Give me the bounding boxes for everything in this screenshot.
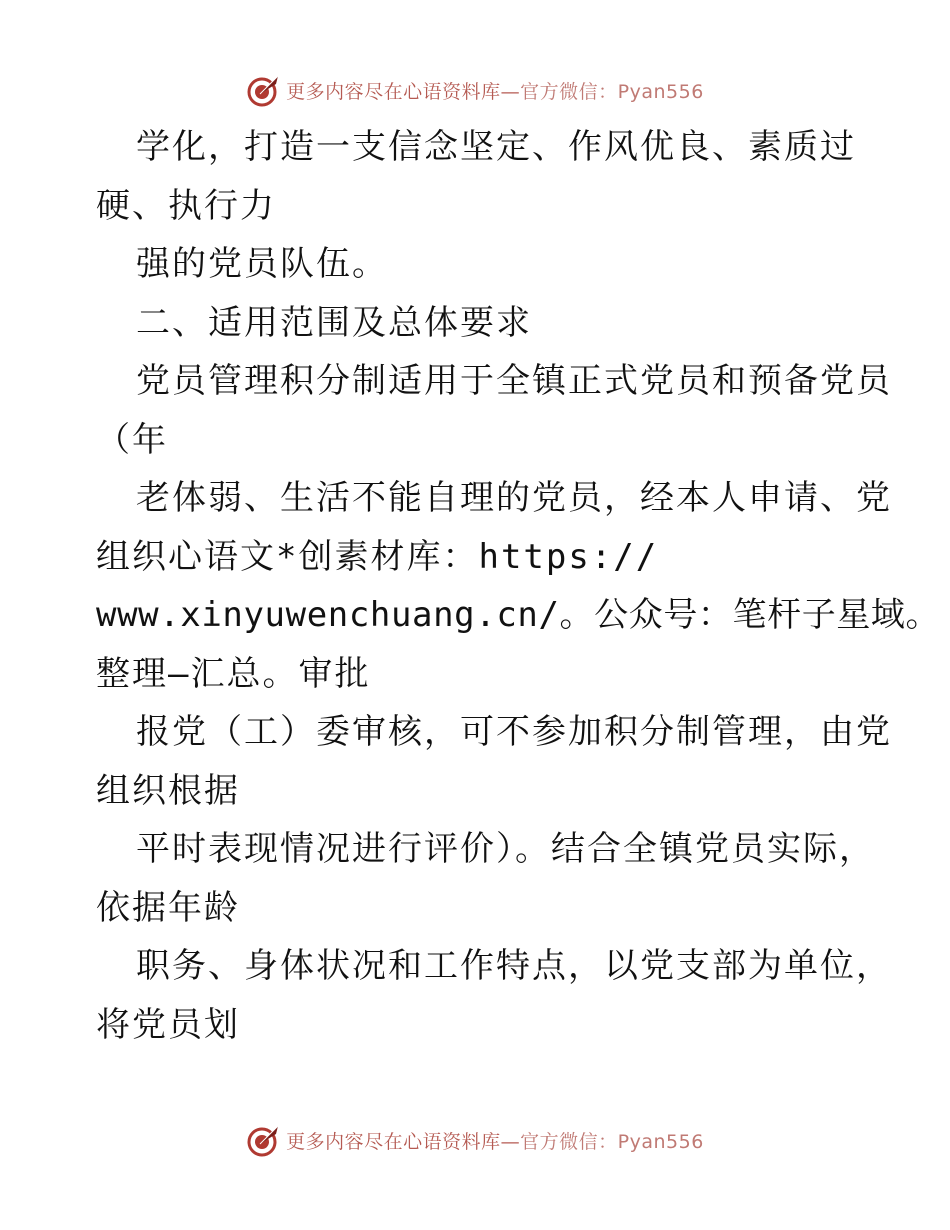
text-line: 职务、身体状况和工作特点，以党支部为单位， [136,946,892,986]
text-line: 依据年龄 [96,887,240,928]
page-header-banner [0,70,950,110]
header-wechat-text: 官方微信：Pyan556 [520,80,704,103]
text-line: 学化，打造一支信念坚定、作风优良、素质过 [136,127,856,167]
header-text [286,77,704,104]
footer-wechat-text: 官方微信：Pyan556 [520,1130,704,1153]
quill-logo-icon [246,1122,282,1158]
text-line: 整理—汇总。审批 [96,653,371,694]
text-line: 将党员划 [96,1004,240,1045]
document-body [96,118,941,1054]
text-line: 组织根据 [96,770,240,811]
page-footer-banner [0,1120,950,1160]
text-line: （年 [96,419,168,460]
text-line: 强的党员队伍。 [136,244,388,284]
text-line: 硬、执行力 [96,185,276,226]
footer-library-text: 更多内容尽在心语资料库— [286,1130,521,1153]
text-line: 平时表现情况进行评价）。结合全镇党员实际， [136,829,875,869]
header-library-text: 更多内容尽在心语资料库— [286,80,521,103]
section-heading: 二、适用范围及总体要求 [136,302,532,343]
text-line: 党员管理积分制适用于全镇正式党员和预备党员 [136,361,892,401]
text-line: 老体弱、生活不能自理的党员，经本人申请、党 [136,478,892,518]
footer-text [286,1127,704,1154]
quill-logo-icon [246,72,282,108]
text-line: 组织心语文*创素材库：https:// [96,536,659,577]
text-line: www.xinyuwenchuang.cn/。公众号：笔杆子星域。 [96,595,941,635]
text-line: 报党（工）委审核，可不参加积分制管理，由党 [136,712,892,752]
